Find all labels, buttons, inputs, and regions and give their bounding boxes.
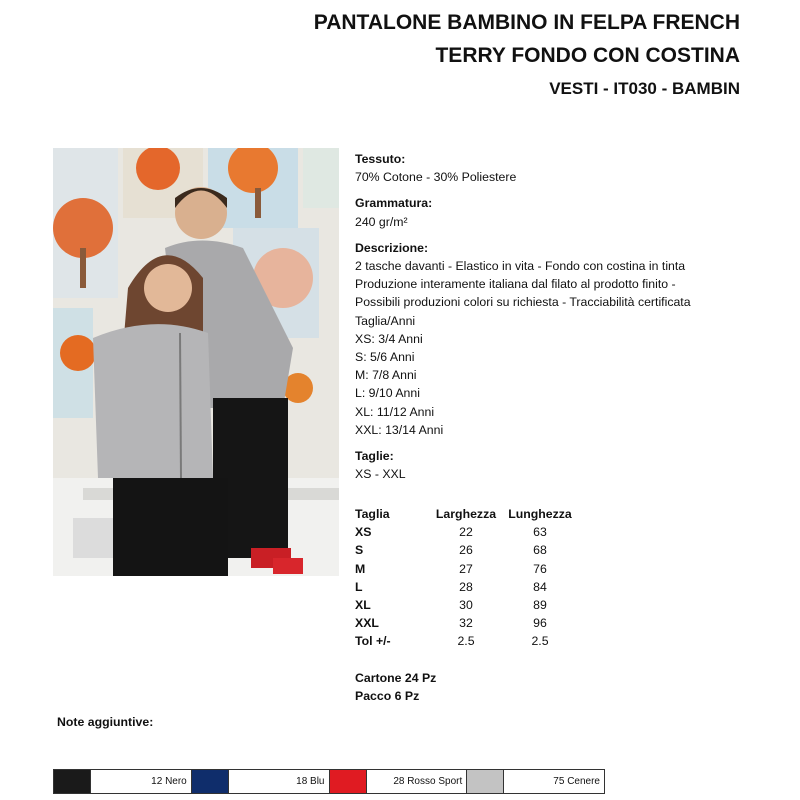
- table-row: [355, 560, 579, 578]
- width-cell: 26: [459, 543, 473, 558]
- color-option: [192, 770, 330, 793]
- size-cell: XS: [355, 525, 372, 540]
- color-swatch: [192, 770, 229, 793]
- fabric-value: 70% Cotone - 30% Poliestere: [355, 170, 517, 185]
- width-cell: 28: [459, 579, 473, 594]
- color-option: [54, 770, 192, 793]
- length-cell: 96: [533, 616, 547, 631]
- table-row: [355, 541, 579, 559]
- size-cell: S: [355, 543, 364, 558]
- description-line: Possibili produzioni colori su richiesta - Tracciabilità certificata: [355, 295, 691, 310]
- size-table-header: [355, 505, 579, 523]
- description-line: 2 tasche davanti - Elastico in vita - Fondo con costina in tinta: [355, 259, 686, 274]
- width-cell: 22: [459, 525, 473, 540]
- color-swatches: [53, 769, 605, 794]
- color-name: 18 Blu: [296, 776, 325, 787]
- description-line: XS: 3/4 Anni: [355, 331, 423, 346]
- description-line: XXL: 13/14 Anni: [355, 422, 444, 437]
- length-cell: 89: [533, 598, 547, 613]
- description-line: XL: 11/12 Anni: [355, 404, 435, 419]
- description-line: Produzione interamente italiana dal filato al prodotto finito -: [355, 277, 676, 292]
- kids-photo-illustration: [53, 148, 339, 576]
- width-cell: 32: [459, 616, 473, 631]
- table-row: [355, 578, 579, 596]
- size-cell: XL: [355, 598, 371, 613]
- description-line: S: 5/6 Anni: [355, 350, 415, 365]
- table-row: [355, 632, 579, 650]
- pack-quantity: Pacco 6 Pz: [355, 689, 420, 704]
- size-cell: L: [355, 579, 363, 594]
- weight-value: 240 gr/m²: [355, 214, 408, 229]
- length-cell: 2.5: [531, 634, 549, 649]
- width-cell: 27: [459, 561, 473, 576]
- length-cell: 63: [533, 525, 547, 540]
- color-name: 28 Rosso Sport: [393, 776, 463, 787]
- product-details: [355, 150, 775, 491]
- header-width: Larghezza: [435, 507, 497, 522]
- header-length: Lunghezza: [508, 507, 572, 522]
- header-size: Taglia: [355, 507, 390, 522]
- color-option: [330, 770, 468, 793]
- length-cell: 68: [533, 543, 547, 558]
- color-swatch: [467, 770, 504, 793]
- weight-label: Grammatura:: [355, 196, 433, 211]
- description-label: Descrizione:: [355, 240, 429, 255]
- color-name: 12 Nero: [151, 776, 187, 787]
- sizes-label: Taglie:: [355, 449, 394, 464]
- color-name: 75 Cenere: [553, 776, 600, 787]
- description-line: Taglia/Anni: [355, 313, 416, 328]
- fabric-label: Tessuto:: [355, 152, 406, 166]
- color-swatch: [330, 770, 367, 793]
- product-title: [180, 6, 740, 72]
- width-cell: 30: [459, 598, 473, 613]
- product-code: VESTI - IT030 - BAMBIN: [549, 79, 740, 98]
- length-cell: 76: [533, 561, 547, 576]
- width-cell: 2.5: [457, 634, 475, 649]
- length-cell: 84: [533, 579, 547, 594]
- color-swatch: [54, 770, 91, 793]
- color-option: [467, 770, 604, 793]
- product-photo: [53, 148, 339, 576]
- carton-quantity: Cartone 24 Pz: [355, 671, 437, 685]
- product-title-line2: TERRY FONDO CON COSTINA: [435, 44, 740, 67]
- size-table: [355, 505, 579, 651]
- product-title-line1: PANTALONE BAMBINO IN FELPA FRENCH: [313, 11, 740, 34]
- size-cell: Tol +/-: [355, 634, 391, 649]
- packaging-info: [355, 669, 436, 705]
- table-row: [355, 614, 579, 632]
- description-line: L: 9/10 Anni: [355, 386, 420, 401]
- notes-label: Note aggiuntive:: [57, 715, 154, 729]
- description-line: M: 7/8 Anni: [355, 368, 417, 383]
- table-row: [355, 523, 579, 541]
- sizes-value: XS - XXL: [355, 467, 406, 482]
- table-row: [355, 596, 579, 614]
- size-cell: M: [355, 561, 366, 576]
- size-cell: XXL: [355, 616, 379, 631]
